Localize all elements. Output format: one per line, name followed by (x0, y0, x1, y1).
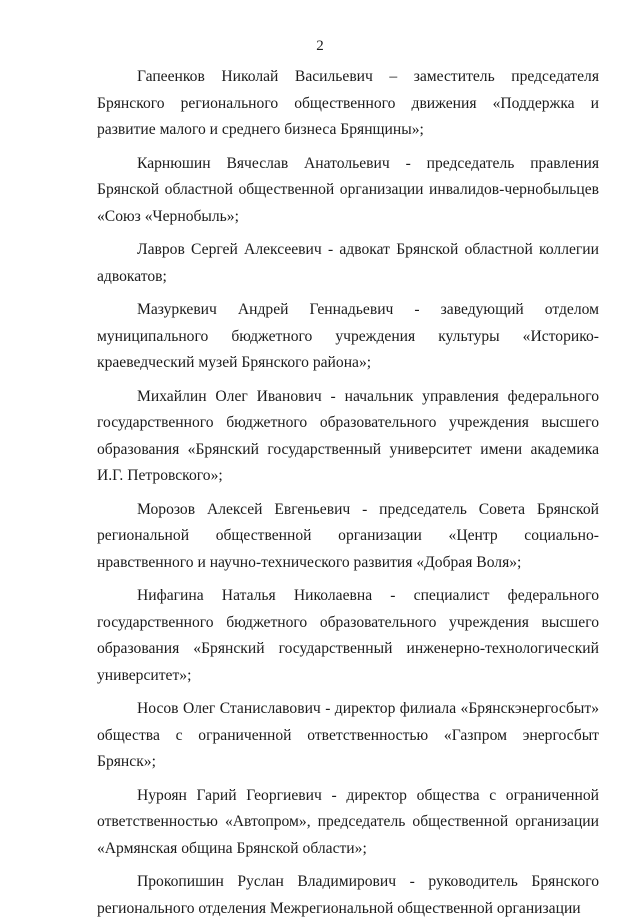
paragraph-karnyushin: Карнюшин Вячеслав Анатольевич - председатель правления Брянской областной общественной организации инвалидов-чернобыльцев «Союз «Чернобыль»; (97, 154, 599, 225)
document-body (97, 64, 599, 922)
paragraph-nuroyan: Нуроян Гарий Георгиевич - директор общества с ограниченной ответственностью «Автопром», председатель общественной организации «Армянская община Брянской области»; (97, 786, 599, 857)
paragraph-gapeenkov: Гапеенков Николай Васильевич – заместитель председателя Брянского регионального общественного движения «Поддержка и развитие малого и среднего бизнеса Брянщины»; (97, 68, 599, 138)
paragraph-mikhailin: Михайлин Олег Иванович - начальник управления федерального государственного бюджетного образовательного учреждения высшего образования «Брянский государственный университет имени академика И.Г. Петровского»; (97, 387, 599, 484)
paragraph-prokopishin: Прокопишин Руслан Владимирович - руководитель Брянского регионального отделения Межрегиональной общественной организации (97, 873, 599, 917)
paragraph-nifagina: Нифагина Наталья Николаевна - специалист федерального государственного бюджетного образовательного учреждения высшего образования «Брянский государственный инженерно-технологический университет»; (97, 587, 599, 684)
paragraph-mazurkevich: Мазуркевич Андрей Геннадьевич - заведующий отделом муниципального бюджетного учреждения культуры «Историко-краеведческий музей Брянского района»; (97, 301, 599, 371)
paragraph-morozov: Морозов Алексей Евгеньевич - председатель Совета Брянской региональной общественной организации «Центр социально-нравственного и научно-технического развития «Добрая Воля»; (97, 500, 599, 571)
page-number: 2 (316, 38, 324, 54)
paragraph-lavrov: Лавров Сергей Алексеевич - адвокат Брянской областной коллегии адвокатов; (97, 241, 599, 285)
paragraph-nosov: Носов Олег Станиславович - директор филиала «Брянскэнергосбыт» общества с ограниченной ответственностью «Газпром энергосбыт Брянск»; (97, 700, 599, 770)
